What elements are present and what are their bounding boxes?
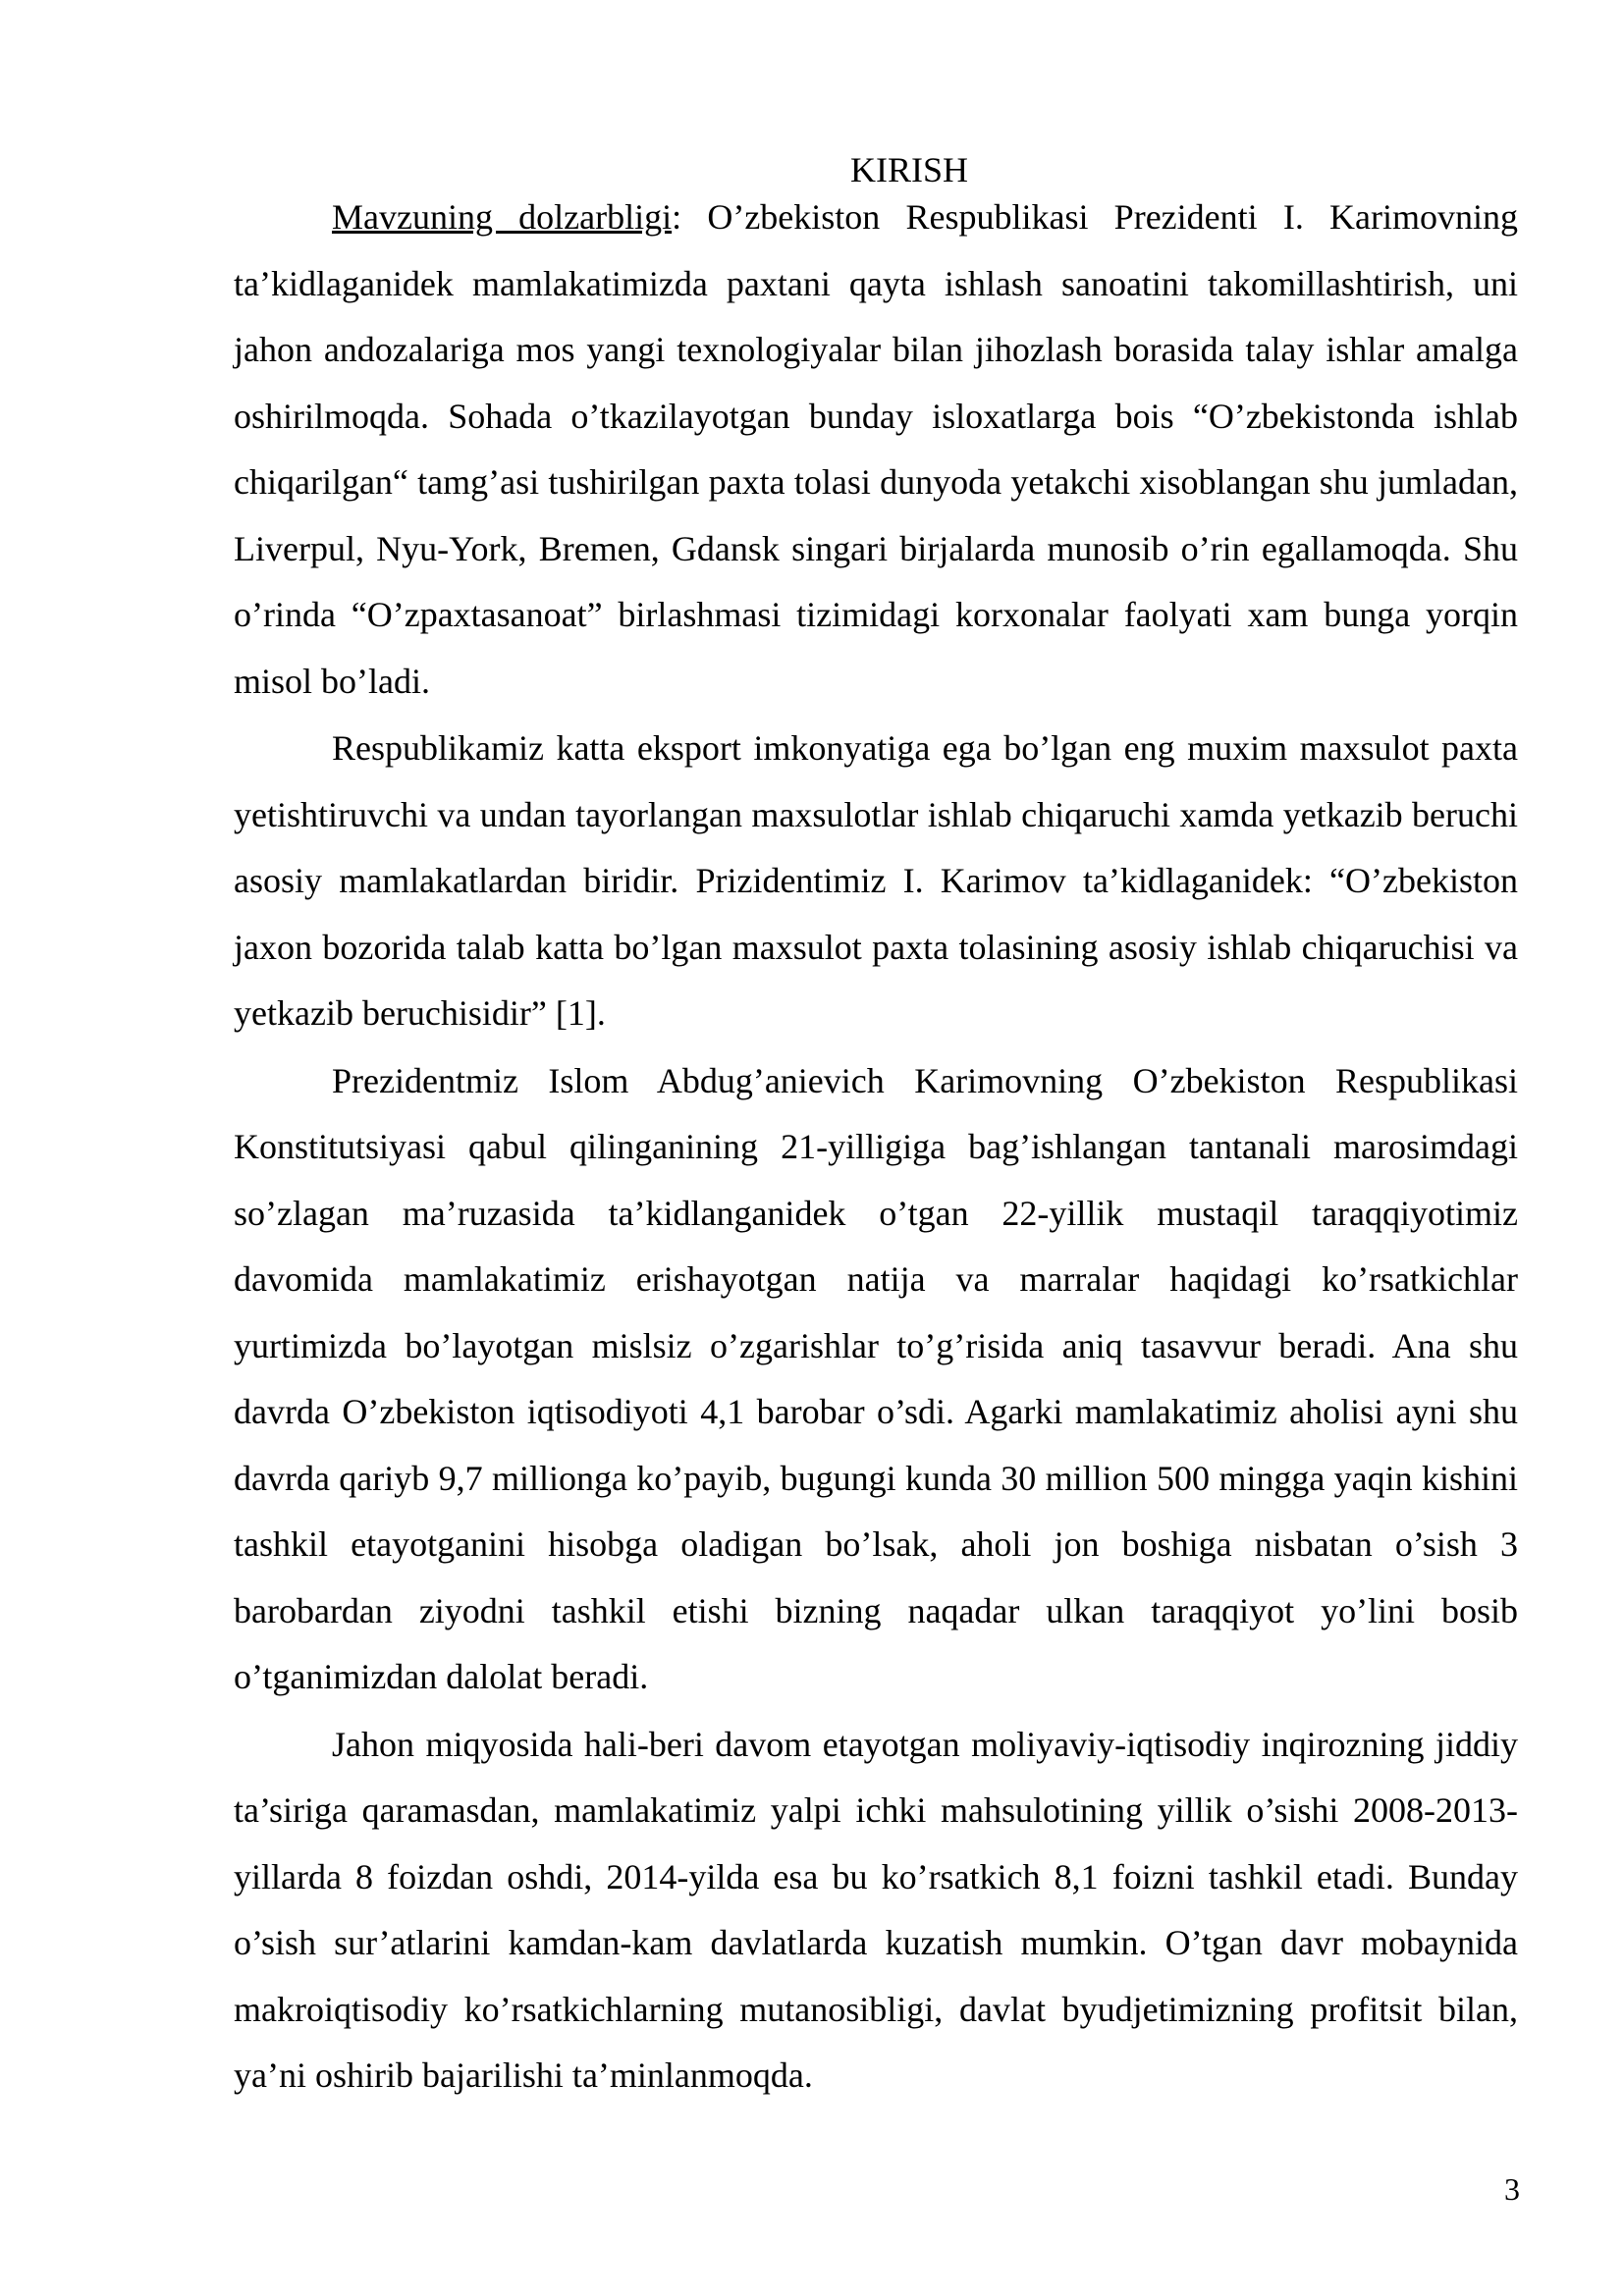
topic-relevance-label: Mavzuning dolzarbligi [332,197,673,237]
page-number: 3 [1504,2171,1520,2207]
paragraph-3: Prezidentmiz Islom Abdug’anievich Karimovning O’zbekiston Respublikasi Konstitutsiyasi qabul qilinganining 21-yilligiga bag’ishlangan tantanali marosimdagi so’zlagan ma’ruzasida ta’kidlanganidek o’tgan 22-yillik mustaqil taraqqiyotimiz davomida mamlakatimiz erishayotgan natija va marralar haqidagi ko’rsatkichlar yurtimizda bo’layotgan mislsiz o’zgarishlar to’g’risida aniq tasavvur beradi. Ana shu davrda O’zbekiston iqtisodiyoti 4,1 barobar o’sdi. Agarki mamlakatimiz aholisi ayni shu davrda qariyb 9,7 millionga ko’payib, bugungi kunda 30 million 500 mingga yaqin kishini tashkil etayotganini hisobga oladigan bo’lsak, aholi jon boshiga nisbatan o’sish 3 barobardan ziyodni tashkil etishi bizning naqadar ulkan taraqqiyot yo’lini bosib o’tganimizdan dalolat beradi. [234,1060,1518,1696]
paragraph-1 [234,185,1518,715]
paragraph-1-text: : O’zbekiston Respublikasi Prezidenti I. Karimovning ta’kidlaganidek mamlakatimizda paxtani qayta ishlash sanoatini takomillashtirish, uni jahon andozalariga mos yangi texnologiyalar bilan jihozlash borasida talay ishlar amalga oshirilmoqda. Sohada o’tkazilayotgan bunday isloxatlarga bois “O’zbekistonda ishlab chiqarilgan“ tamg’asi tushirilgan paxta tolasi dunyoda yetakchi xisoblangan shu jumladan, Liverpul, Nyu-York, Bremen, Gdansk singari birjalarda munosib o’rin egallamoqda. Shu o’rinda “O’zpaxtasanoat” birlashmasi tizimidagi korxonalar faolyati xam bunga yorqin misol bo’ladi. [234,197,1518,701]
document-page [234,149,1518,2109]
section-heading: KIRISH [849,150,968,189]
paragraph-4: Jahon miqyosida hali-beri davom etayotgan moliyaviy-iqtisodiy inqirozning jiddiy ta’siriga qaramasdan, mamlakatimiz yalpi ichki mahsulotining yillik o’sishi 2008-2013-yillarda 8 foizdan oshdi, 2014-yilda esa bu ko’rsatkich 8,1 foizni tashkil etadi. Bunday o’sish sur’atlarini kamdan-kam davlatlarda kuzatish mumkin. O’tgan davr mobaynida makroiqtisodiy ko’rsatkichlarning mutanosibligi, davlat byudjetimizning profitsit bilan, ya’ni oshirib bajarilishi ta’minlanmoqda. [234,1724,1518,2095]
paragraph-2: Respublikamiz katta eksport imkonyatiga ega bo’lgan eng muxim maxsulot paxta yetishtiruvchi va undan tayorlangan maxsulotlar ishlab chiqaruchi xamda yetkazib beruchi asosiy mamlakatlardan biridir. Prizidentimiz I. Karimov ta’kidlaganidek: “O’zbekiston jaxon bozorida talab katta bo’lgan maxsulot paxta tolasining asosiy ishlab chiqaruchisi va yetkazib beruchisidir” [1]. [234,728,1518,1033]
